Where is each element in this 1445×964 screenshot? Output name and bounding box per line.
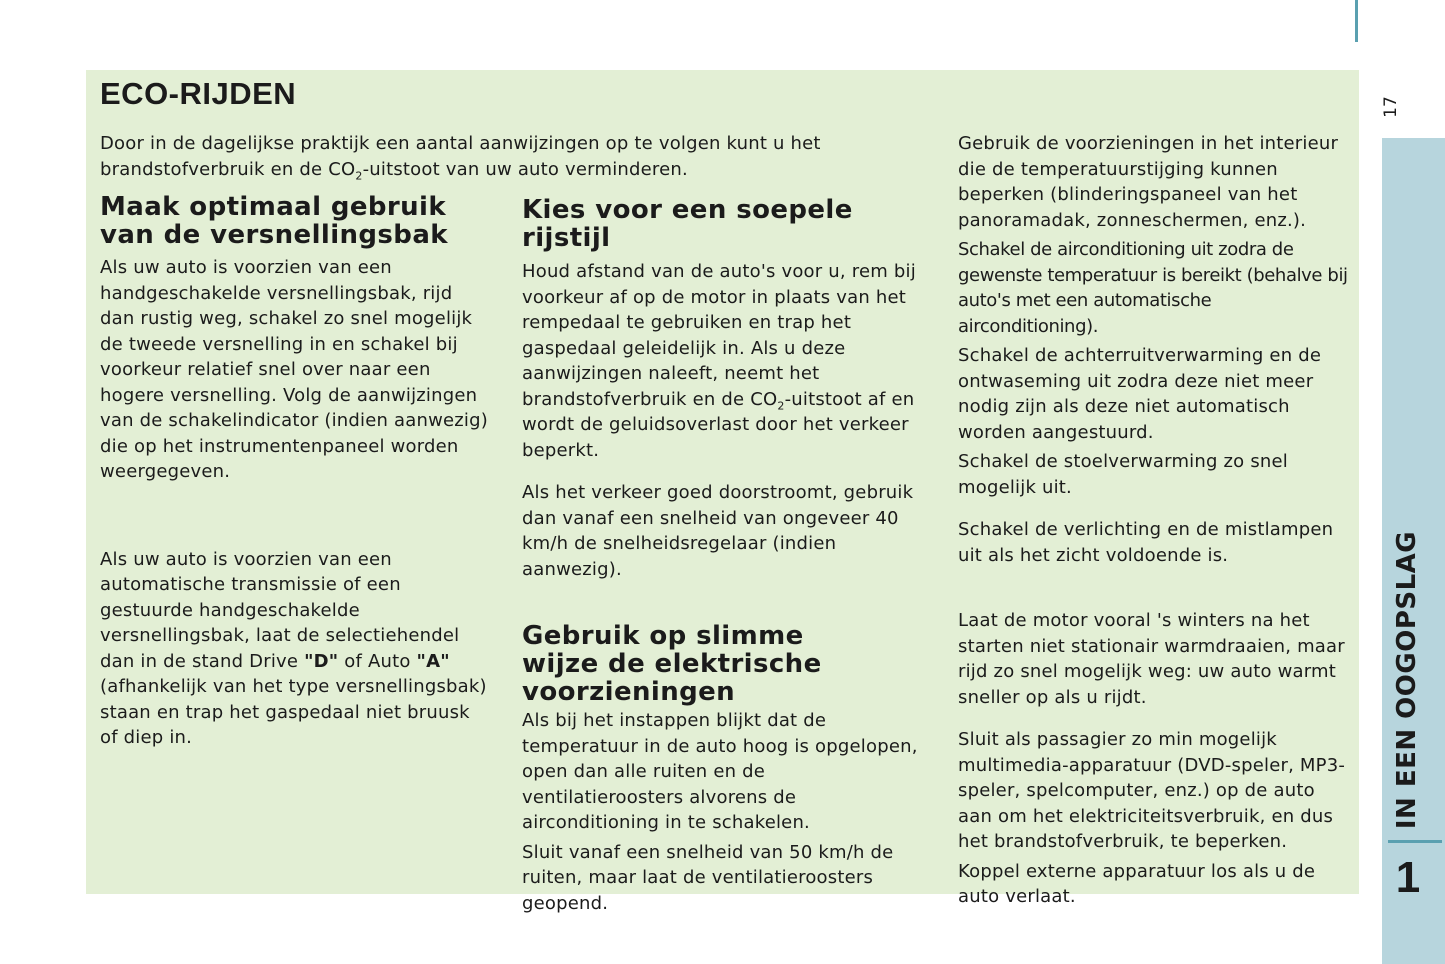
column-2 <box>522 196 927 916</box>
section-heading-electrical: Gebruik op slimme wijze de elektrische voorzieningen <box>522 621 822 707</box>
side-tab-divider <box>1388 840 1442 843</box>
paragraph-lights: Schakel de verlichting en de mistlampen uit als het zicht voldoende is. <box>958 519 1334 566</box>
paragraph-windows: Sluit vanaf een snelheid van 50 km/h de ruiten, maar laat de ventilatieroosters geopend. <box>522 841 894 914</box>
column-1 <box>100 193 492 751</box>
paragraph-multimedia: Sluit als passagier zo min mogelijk multimedia-apparatuur (DVD-speler, MP3-speler, spelcomputer, enz.) op de auto aan om het elektriciteitsverbruik, en dus het brandstofverbruik, te beperken. <box>958 729 1346 852</box>
paragraph-seat-heating: Schakel de stoelverwarming zo snel mogelijk uit. <box>958 451 1288 498</box>
paragraph-ventilation: Als bij het instappen blijkt dat de temperatuur in de auto hoog is opgelopen, open dan alle ruiten en de ventilatieroosters alvorens de airconditioning in te schakelen. <box>522 710 918 833</box>
paragraph-driving-style: Houd afstand van de auto's voor u, rem bij voorkeur af op de motor in plaats van het rempedaal te gebruiken en trap het gaspedaal geleidelijk in. Als u deze aanwijzingen naleeft, neemt het brandstofverbruik en de $CO_2$-uitstoot af en wordt de geluidsoverlast door het verkeer beperkt. <box>522 261 916 461</box>
intro-text: Door in de dagelijkse praktijk een aantal aanwijzingen op te volgen kunt u het brandstofverbruik en de $CO_2$-uitstoot van uw auto verminderen. <box>100 133 821 183</box>
side-tab-title: IN EEN OOGOPSLAG <box>1392 530 1422 830</box>
paragraph-warming-up: Laat de motor vooral 's winters na het starten niet stationair warmdraaien, maar rijd zo snel mogelijk weg: uw auto warmt sneller op als u rijdt. <box>958 610 1345 708</box>
section-heading-driving-style: Kies voor een soepele rijstijl <box>522 195 853 253</box>
paragraph-disconnect: Koppel externe apparatuur los als u de auto verlaat. <box>958 860 1316 907</box>
section-heading-gearbox: Maak optimaal gebruik van de versnellingsbak <box>100 192 448 250</box>
chapter-number: 1 <box>1395 853 1421 902</box>
paragraph-automatic-gearbox: Als uw auto is voorzien van een automatische transmissie of een gestuurde handgeschakelde versnellingsbak, laat de selectiehendel dan in de stand Drive "D" of Auto "A" (afhankelijk van het type versnellingsbak) staan en trap het gaspedaal niet bruusk of diep in. <box>100 548 487 748</box>
page-title: ECO-RIJDEN <box>100 76 297 111</box>
paragraph-rear-window: Schakel de achterruitverwarming en de ontwaseming uit zodra deze niet meer nodig zijn als deze niet automatisch worden aangestuurd. <box>958 345 1322 443</box>
top-accent-line <box>1355 0 1358 42</box>
paragraph-interior: Gebruik de voorzieningen in het interieur die de temperatuurstijging kunnen beperken (blinderingspaneel van het panoramadak, zonneschermen, enz.). <box>958 133 1339 231</box>
page-number: 17 <box>1381 96 1401 118</box>
paragraph-airco: Schakel de airconditioning uit zodra de gewenste temperatuur is bereikt (behalve bij auto's met een automatische airconditioning). <box>958 239 1348 337</box>
paragraph-cruise-control: Als het verkeer goed doorstroomt, gebruik dan vanaf een snelheid van ongeveer 40 km/h de snelheidsregelaar (indien aanwezig). <box>522 482 914 580</box>
column-3 <box>958 131 1350 910</box>
paragraph-manual-gearbox: Als uw auto is voorzien van een handgeschakelde versnellingsbak, rijd dan rustig weg, schakel zo snel mogelijk de tweede versnelling in en schakel bij voorkeur relatief snel over naar een hogere versnelling. Volg de aanwijzingen van de schakelindicator (indien aanwezig) die op het instrumentenpaneel worden weergegeven. <box>100 257 488 482</box>
